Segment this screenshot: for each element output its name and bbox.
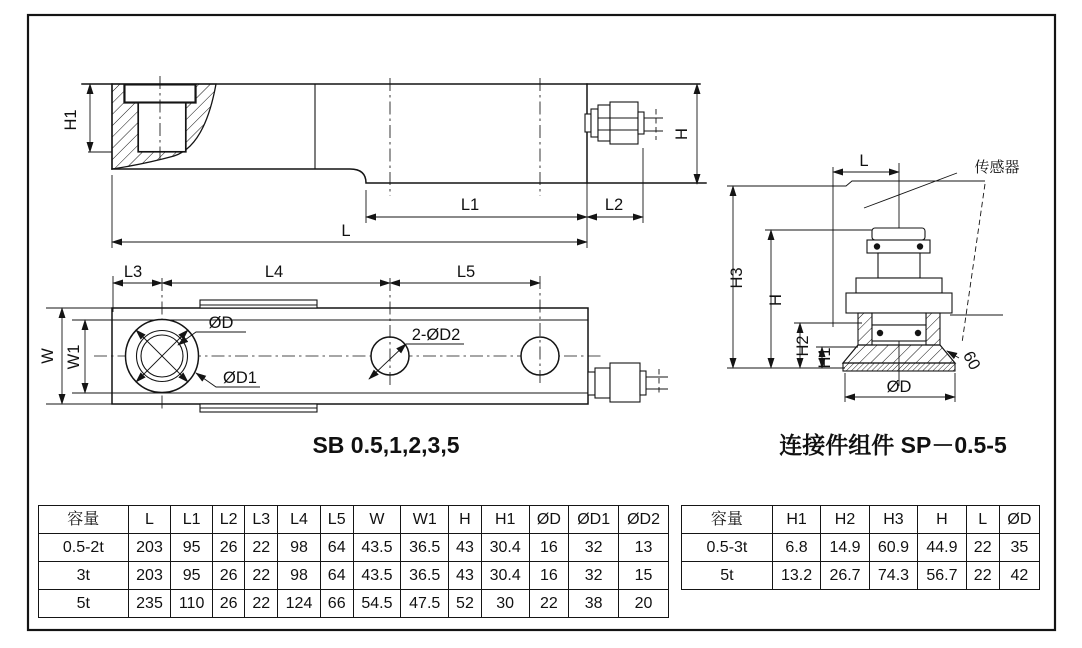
- sensor-outline: [746, 181, 985, 186]
- table-cell: 44.9: [918, 534, 966, 562]
- table-cell: 6.8: [772, 534, 820, 562]
- table-cell: 60.9: [869, 534, 917, 562]
- table-cell: 0.5-2t: [39, 534, 129, 562]
- column-header: L5: [320, 506, 353, 534]
- oring-dot: [915, 330, 921, 336]
- stud-shaft: [878, 253, 920, 278]
- table-cell: 26: [212, 534, 245, 562]
- table-cell: 22: [245, 590, 278, 618]
- connector-caption: 连接件组件 SP－0.5-5: [779, 432, 1007, 458]
- column-header: L3: [245, 506, 278, 534]
- dim-label-w: W: [39, 348, 57, 364]
- table-cell: 26.7: [821, 562, 869, 590]
- table-row: [39, 534, 669, 562]
- table-cell: 15: [619, 562, 669, 590]
- table-cell: 22: [529, 590, 569, 618]
- column-header: H: [918, 506, 966, 534]
- dim-label-l3: L3: [123, 263, 143, 281]
- base-foot: [843, 345, 955, 363]
- dim-label-l2: L2: [604, 196, 624, 214]
- table-cell: 30.4: [481, 562, 529, 590]
- base-plate: [843, 363, 955, 371]
- table-cell: 5t: [39, 590, 129, 618]
- table-cell: 52: [449, 590, 482, 618]
- table-cell: 203: [128, 534, 171, 562]
- table-cell: 42: [999, 562, 1039, 590]
- table-cell: 64: [320, 562, 353, 590]
- table-cell: 20: [619, 590, 669, 618]
- table-cell: 64: [320, 534, 353, 562]
- table-cell: 30.4: [481, 534, 529, 562]
- table-cell: 74.3: [869, 562, 917, 590]
- table-cell: 54.5: [353, 590, 401, 618]
- cable-gland-side: [585, 102, 663, 144]
- chamfer-angle-label: 60: [959, 348, 984, 373]
- table-cell: 43: [449, 562, 482, 590]
- table-cell: 13.2: [772, 562, 820, 590]
- column-header: L: [128, 506, 171, 534]
- table-row: [682, 562, 1040, 590]
- dim-label-od2: 2-ØD2: [411, 326, 461, 344]
- table-cell: 38: [569, 590, 619, 618]
- shoulder: [856, 278, 942, 293]
- column-header: H2: [821, 506, 869, 534]
- table-cell: 26: [212, 590, 245, 618]
- dim-label-l5: L5: [456, 263, 476, 281]
- threaded-hole: [139, 103, 186, 152]
- flange: [846, 293, 952, 313]
- column-header: ØD: [529, 506, 569, 534]
- side-view-drawing: [62, 76, 706, 248]
- cable-gland-top: [588, 363, 668, 402]
- side-top-view-caption: SB 0.5,1,2,3,5: [312, 432, 460, 458]
- column-header: L1: [171, 506, 212, 534]
- table-cell: 26: [212, 562, 245, 590]
- column-header: 容量: [39, 506, 129, 534]
- table-row: [39, 590, 669, 618]
- table-cell: 0.5-3t: [682, 534, 773, 562]
- oring-dot: [874, 243, 880, 249]
- column-header: ØD2: [619, 506, 669, 534]
- column-header: L4: [278, 506, 321, 534]
- oring-dot: [917, 243, 923, 249]
- table-cell: 95: [171, 562, 212, 590]
- dim-label-l4: L4: [264, 263, 284, 281]
- table-cell: 43.5: [353, 562, 401, 590]
- dim-label-w1: W1: [65, 344, 83, 370]
- dim-label-h3: H3: [728, 267, 746, 289]
- column-header: ØD1: [569, 506, 619, 534]
- dim-label-od1: ØD1: [223, 369, 257, 387]
- table-header-row: [682, 506, 1040, 534]
- table-cell: 30: [481, 590, 529, 618]
- table-cell: 14.9: [821, 534, 869, 562]
- connector-assembly-drawing: [727, 152, 1020, 458]
- table-cell: 95: [171, 534, 212, 562]
- column-header: 容量: [682, 506, 773, 534]
- table-cell: 235: [128, 590, 171, 618]
- table-cell: 203: [128, 562, 171, 590]
- table-cell: 47.5: [401, 590, 449, 618]
- dim-label-l: L: [341, 222, 351, 240]
- table-cell: 98: [278, 562, 321, 590]
- table-cell: 22: [245, 534, 278, 562]
- table-cell: 16: [529, 534, 569, 562]
- column-header: H: [449, 506, 482, 534]
- table-cell: 32: [569, 562, 619, 590]
- table-cell: 22: [245, 562, 278, 590]
- table-cell: 16: [529, 562, 569, 590]
- oring-dot: [877, 330, 883, 336]
- table-cell: 66: [320, 590, 353, 618]
- dim-label-h1-side: H1: [62, 109, 80, 131]
- table-cell: 36.5: [401, 534, 449, 562]
- cover-plate-top: [200, 300, 317, 308]
- table-cell: 56.7: [918, 562, 966, 590]
- dim-label-od-conn: ØD: [886, 378, 912, 396]
- column-header: L: [966, 506, 999, 534]
- table-cell: 98: [278, 534, 321, 562]
- table-cell: 43.5: [353, 534, 401, 562]
- sp-dimension-table: [681, 505, 1040, 590]
- table-header-row: [39, 506, 669, 534]
- dim-label-l-conn: L: [859, 152, 869, 170]
- sensor-callout-label: 传感器: [974, 159, 1020, 176]
- dim-label-l1: L1: [460, 196, 480, 214]
- connector-body: [843, 228, 955, 371]
- column-header: L2: [212, 506, 245, 534]
- column-header: ØD: [999, 506, 1039, 534]
- table-cell: 36.5: [401, 562, 449, 590]
- column-header: H1: [772, 506, 820, 534]
- column-header: H1: [481, 506, 529, 534]
- top-view-drawing: [39, 263, 668, 458]
- table-row: [682, 534, 1040, 562]
- dim-label-h1-conn: H1: [816, 347, 834, 369]
- table-cell: 32: [569, 534, 619, 562]
- dim-label-h-side: H: [673, 128, 691, 140]
- dim-label-h-conn: H: [767, 294, 785, 306]
- column-header: W1: [401, 506, 449, 534]
- table-cell: 22: [966, 562, 999, 590]
- table-cell: 5t: [682, 562, 773, 590]
- column-header: H3: [869, 506, 917, 534]
- dim-label-od: ØD: [208, 314, 234, 332]
- table-cell: 3t: [39, 562, 129, 590]
- table-cell: 110: [171, 590, 212, 618]
- table-cell: 124: [278, 590, 321, 618]
- dim-label-h2: H2: [794, 335, 812, 357]
- table-cell: 35: [999, 534, 1039, 562]
- column-header: W: [353, 506, 401, 534]
- load-cap: [872, 228, 925, 240]
- table-cell: 43: [449, 534, 482, 562]
- table-cell: 22: [966, 534, 999, 562]
- table-cell: 13: [619, 534, 669, 562]
- sb-dimension-table: [38, 505, 669, 618]
- table-row: [39, 562, 669, 590]
